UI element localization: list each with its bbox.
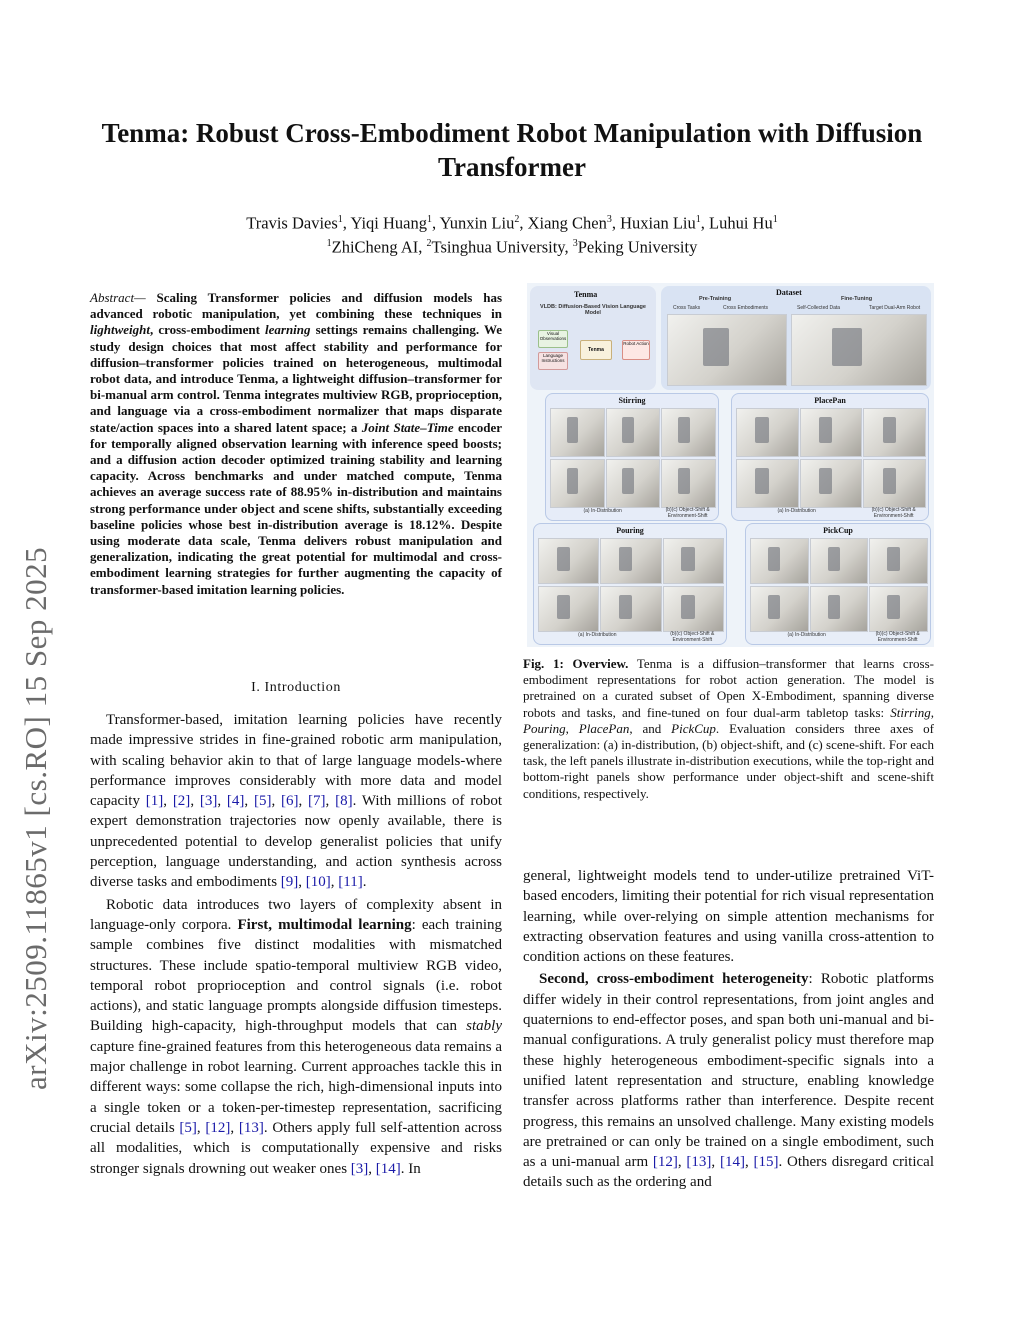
- citation-link[interactable]: [13]: [686, 1154, 712, 1171]
- text-run: . With millions of robot expert demonstration trajectories now openly available, there is unprecedented potential to develop generalist policies that unify perception, language understanding, and action synthesis across diverse tasks and embodiments: [90, 793, 502, 891]
- task-frame-image: [600, 586, 661, 632]
- author-name: Luhui Hu: [709, 213, 773, 233]
- text-run: ,: [271, 793, 281, 810]
- italic-text: PickCup: [671, 720, 716, 736]
- paragraph: [90, 895, 502, 1179]
- citation-link[interactable]: [1]: [145, 793, 164, 810]
- task-frame-image: [800, 459, 863, 508]
- text-run: ,: [744, 1154, 754, 1171]
- task-frame-image: [600, 538, 661, 584]
- task-frame-image: [550, 459, 605, 508]
- citation-link[interactable]: [5]: [179, 1119, 197, 1136]
- text-run: general, lightweight models tend to under-utilize pretrained ViT-based encoders, limiting their potential for rich visual representation learning, while over-relying on simple attention mechanisms for extracting observation features and using vanilla cross-attention to condition actions on these features.: [523, 868, 934, 966]
- task-panel-pickcup: [745, 523, 931, 645]
- text-run: . Others disregard critical details such as the ordering and: [523, 1154, 934, 1191]
- italic-text: lightweight: [90, 322, 150, 338]
- robot-action-box: Robot Action: [622, 340, 650, 360]
- text-run: ,: [677, 1154, 687, 1171]
- task-frame-image: [869, 586, 928, 632]
- target-robot-label: Target Dual-Arm Robot: [869, 305, 921, 311]
- text-run: ,: [298, 793, 309, 810]
- citation-link[interactable]: [15]: [753, 1154, 779, 1171]
- text-run: : each training sample combines five distinct modalities with mismatched structures. These include spatio-temporal multiview RGB video, temporal robot proprioception and control signals (i.e. robot actions), and static language prompts alongside diffusion timesteps. Building high-capacity, high-throughput models that can: [90, 916, 503, 1035]
- author-affiliation-mark: 1: [695, 214, 701, 225]
- author-affiliation-mark: 3: [606, 214, 612, 225]
- figure-caption: [523, 656, 934, 802]
- affiliation-mark: 3: [572, 238, 578, 249]
- text-run: . Others apply full self-attention across all modalities, which is computationally expensive and risks stronger signals drowning out weaker ones: [90, 1119, 503, 1177]
- author-affiliation-mark: 2: [514, 214, 520, 225]
- text-run: ,: [244, 793, 254, 810]
- affiliation-name: Tsinghua University: [431, 237, 565, 257]
- citation-link[interactable]: [6]: [281, 793, 299, 810]
- cross-tasks-label: Cross Tasks: [673, 305, 701, 311]
- task-frame-image: [606, 408, 661, 457]
- text-run: ,: [325, 793, 336, 810]
- citation-link[interactable]: [3]: [199, 793, 218, 810]
- text-run: Transformer-based, imitation learning policies have recently made impressive strides in fine-grained robotic arm manipulation, with scaling behavior akin to that of large language models-where performance improves considerably with more data and model capacity: [90, 712, 502, 810]
- author-list: Travis Davies$^1$, Yiqi Huang$^1$, Yunxin Liu$^2$, Xiang Chen$^3$, Huxian Liu$^1$, Luhui Hu$^1$: [246, 213, 778, 233]
- task-title: Stirring: [618, 396, 646, 405]
- italic-text: Stirring: [890, 704, 931, 720]
- citation-link[interactable]: [9]: [280, 874, 299, 891]
- section-heading-introduction: I. Introduction: [251, 680, 341, 695]
- citation-link[interactable]: [14]: [375, 1160, 401, 1177]
- citation-link[interactable]: [3]: [350, 1160, 369, 1177]
- citation-link[interactable]: [13]: [238, 1119, 264, 1136]
- task-frame-image: [606, 459, 661, 508]
- dataset-panel: [661, 286, 931, 390]
- text-run: , and: [629, 720, 672, 736]
- in-distribution-label: (a) In-Distribution: [578, 632, 617, 638]
- citation-link[interactable]: [7]: [308, 793, 326, 810]
- italic-text: Pouring: [523, 720, 566, 736]
- in-distribution-label: (a) In-Distribution: [583, 508, 622, 514]
- text-run: ,: [330, 874, 339, 891]
- shift-label: (b)(c) Object-Shift & Environment-Shift: [875, 631, 920, 643]
- shift-label: (b)(c) Object-Shift & Environment-Shift: [670, 631, 715, 643]
- in-distribution-label: (a) In-Distribution: [787, 632, 826, 638]
- citation-link[interactable]: [11]: [338, 874, 363, 891]
- task-title: PlacePan: [814, 396, 846, 405]
- affiliation-name: Peking University: [577, 237, 698, 257]
- citation-link[interactable]: [2]: [172, 793, 191, 810]
- tenma-panel-title: Tenma: [574, 290, 598, 299]
- task-frame-image: [863, 408, 926, 457]
- text-run: ,: [298, 874, 306, 891]
- text-run: Tenma is a diffusion–transformer that learns cross-embodiment representations for robot action generation. The model is pretrained on a curated subset of Open X-Embodiment, spanning diverse robots and tasks, and fine-tuned on four dual-arm tabletop tasks:: [523, 656, 934, 720]
- author-affiliation-mark: 1: [337, 214, 343, 225]
- citation-link[interactable]: [4]: [226, 793, 245, 810]
- paragraph: [523, 969, 934, 1192]
- text-run: . In: [400, 1160, 421, 1177]
- text-run: Robotic data introduces two layers of complexity absent in language-only corpora.: [90, 896, 502, 933]
- text-run: ,: [196, 1119, 206, 1136]
- tenma-panel-subtitle: VLDB: Diffusion-Based Vision Language Model: [540, 304, 646, 316]
- text-run: ,: [190, 793, 200, 810]
- task-frame-image: [750, 586, 809, 632]
- cross-embodiments-label: Cross Embodiments: [723, 305, 769, 311]
- paragraph: [523, 866, 934, 967]
- text-run: ,: [230, 1119, 239, 1136]
- task-frame-image: [810, 538, 869, 584]
- affiliation-mark: 1: [326, 238, 332, 249]
- citation-link[interactable]: [10]: [305, 874, 331, 891]
- bold-text: Second, cross-embodiment heterogeneity: [539, 971, 809, 988]
- task-panel-placepan: [731, 393, 929, 521]
- text-run: settings remains challenging. We study design choices that most affect stability and performance for diffusion–transformer policies trained on heterogeneous, multimodal robot data, and introduce Tenma, a lightweight diffusion–transformer for bi-manual arm control. Tenma integrates multiview RGB, proprioception, and language via a cross-embodiment normalizer that maps disparate state/action spaces into a shared latent space; a: [90, 322, 502, 435]
- text-run: capture fine-grained features from this heterogeneous data remains a major challenge in robot learning. Current approaches tackle this in different ways: some collapse the rich, high-dimensional inputs into a single token or a token-per-timestep representation, sacrificing crucial details: [90, 1038, 502, 1136]
- abstract-label: Abstract: [90, 290, 135, 305]
- overview-figure: [527, 283, 934, 647]
- pretraining-image: [667, 314, 787, 386]
- author-affiliation-mark: 1: [772, 214, 778, 225]
- shift-label: (b)(c) Object-Shift & Environment-Shift: [665, 507, 710, 519]
- text-run: , cross-embodiment: [149, 322, 266, 338]
- abstract: Abstract— Scaling Transformer policies and diffusion models has advanced robotic manipulation, yet combining these techniques in lightweight, cross-embodiment learning settings remains challenging. We study design choices that most affect stability and performance for diffusion–transformer policies trained on heterogeneous, multimodal robot data, and introduce Tenma, a lightweight diffusion–transformer for bi-manual arm control. Tenma integrates multiview RGB, proprioception, and language via a cross-embodiment normalizer that maps disparate state/action spaces into a shared latent space; a Joint State–Time encoder for temporally aligned observation learning with inference speed boosts; and a diffusion action decoder optimized training stability and learning capacity. Across benchmarks and under matched compute, Tenma achieves an average success rate of 88.95% in-distribution and maintains strong performance under object and scene shifts, substantially exceeding baseline policies whose best in-distribution average is 18.12%. Despite using moderate data scale, Tenma delivers robust manipulation and generalization, indicating the great potential for multimodal and cross-embodiment learning strategies for further augmenting the capacity of transformer-based imitation learning policies.: [90, 290, 502, 597]
- task-title: PickCup: [823, 526, 853, 535]
- task-frame-image: [869, 538, 928, 584]
- affiliation-name: ZhiCheng AI: [331, 237, 419, 257]
- finetuning-image: [791, 314, 927, 386]
- text-run: ,: [711, 1154, 720, 1171]
- text-run: : Robotic platforms differ widely in their control representations, from joint angles and quaternions to end-effector poses, and span both uni-manual and bi-manual configurations. A truly generalist policy must therefore map these highly heterogeneous embodiment-specific signals into a unified latent representation and structure, enabling knowledge transfer across platforms rather than interference. Despite recent progress, this remains an unsolved challenge. Many existing models are pretrained or can only be trained on a single embodiment, such as a uni-manual arm: [523, 971, 934, 1171]
- task-panel-stirring: [545, 393, 719, 521]
- self-collected-data-label: Self-Collected Data: [797, 305, 841, 311]
- task-frame-image: [661, 408, 716, 457]
- right-column-text: [523, 866, 934, 1193]
- italic-text: stably: [466, 1018, 502, 1035]
- text-run: ,: [217, 793, 227, 810]
- citation-link[interactable]: [5]: [253, 793, 272, 810]
- visual-observations-box: Visual Observations: [538, 330, 568, 348]
- italic-text: learning: [265, 322, 311, 338]
- task-frame-image: [736, 408, 799, 457]
- italic-text: Joint State–Time: [361, 419, 454, 435]
- text-run: .: [362, 874, 367, 891]
- citation-link[interactable]: [14]: [719, 1154, 745, 1171]
- introduction-text: [90, 710, 502, 1179]
- task-frame-image: [661, 459, 716, 508]
- shift-label: (b)(c) Object-Shift & Environment-Shift: [871, 507, 916, 519]
- author-affiliation-mark: 1: [426, 214, 432, 225]
- task-frame-image: [810, 586, 869, 632]
- language-instructions-box: Language Instructions: [538, 352, 568, 370]
- text-run: Scaling Transformer policies and diffusion models has advanced robotic manipulation, yet combining these techniques in: [90, 290, 502, 322]
- author-name: Huxian Liu: [620, 213, 696, 233]
- task-frame-image: [663, 586, 724, 632]
- author-name: Yiqi Huang: [350, 213, 427, 233]
- text-run: ,: [930, 704, 934, 720]
- text-run: ,: [163, 793, 173, 810]
- text-run: ,: [368, 1160, 376, 1177]
- bold-text: Fig. 1: Overview.: [523, 656, 629, 671]
- task-frame-image: [736, 459, 799, 508]
- citation-link[interactable]: [8]: [335, 793, 353, 810]
- affiliation-list: $^1$ZhiCheng AI, $^2$Tsinghua University, $^3$Peking University: [326, 237, 698, 257]
- author-name: Xiang Chen: [527, 213, 607, 233]
- text-run: encoder for temporally aligned observation learning with inference speed boosts; and a diffusion action decoder optimized training stability and learning capacity. Across benchmarks and under matched compute, Tenma achieves an average success rate of 88.95% in-distribution and maintains strong performance under object and scene shifts, substantially exceeding baseline policies whose best in-distribution average is 18.12%. Despite using moderate data scale, Tenma delivers robust manipulation and generalization, indicating the great potential for multimodal and cross-embodiment learning strategies for further augmenting the capacity of transformer-based imitation learning policies.: [90, 419, 502, 597]
- task-frame-image: [750, 538, 809, 584]
- italic-text: PlacePan: [578, 720, 630, 736]
- task-frame-image: [800, 408, 863, 457]
- citation-link[interactable]: [12]: [652, 1154, 678, 1171]
- arxiv-identifier: arXiv:2509.11865v1 [cs.RO] 15 Sep 2025: [18, 546, 53, 1090]
- abstract-body: [90, 290, 502, 597]
- in-distribution-label: (a) In-Distribution: [777, 508, 816, 514]
- text-run: . Evaluation considers three axes of generalization: (a) in-distribution, (b) object-shift, and (c) scene-shift. For each task, the left panels illustrate in-distribution executions, while the top-right and bottom-right panels show performance under object-shift and scene-shift conditions, respectively.: [523, 720, 934, 801]
- tenma-panel: [530, 286, 656, 390]
- finetuning-label: Fine-Tuning: [841, 296, 873, 302]
- text-run: ,: [565, 720, 579, 736]
- task-frame-image: [538, 538, 599, 584]
- author-name: Yunxin Liu: [439, 213, 515, 233]
- task-frame-image: [550, 408, 605, 457]
- task-frame-image: [863, 459, 926, 508]
- paragraph: [90, 710, 502, 893]
- dataset-panel-title: Dataset: [776, 288, 802, 297]
- task-frame-image: [538, 586, 599, 632]
- affiliation-mark: 2: [426, 238, 432, 249]
- pretraining-label: Pre-Training: [699, 296, 732, 302]
- task-panel-pouring: [533, 523, 727, 645]
- tenma-model-box: Tenma: [580, 340, 612, 360]
- author-name: Travis Davies: [246, 213, 338, 233]
- task-title: Pouring: [616, 526, 644, 535]
- bold-text: First, multimodal learning: [237, 916, 412, 933]
- paper-title: Tenma: Robust Cross-Embodiment Robot Manipulation with Diffusion Transformer: [101, 118, 923, 182]
- citation-link[interactable]: [12]: [205, 1119, 231, 1136]
- task-frame-image: [663, 538, 724, 584]
